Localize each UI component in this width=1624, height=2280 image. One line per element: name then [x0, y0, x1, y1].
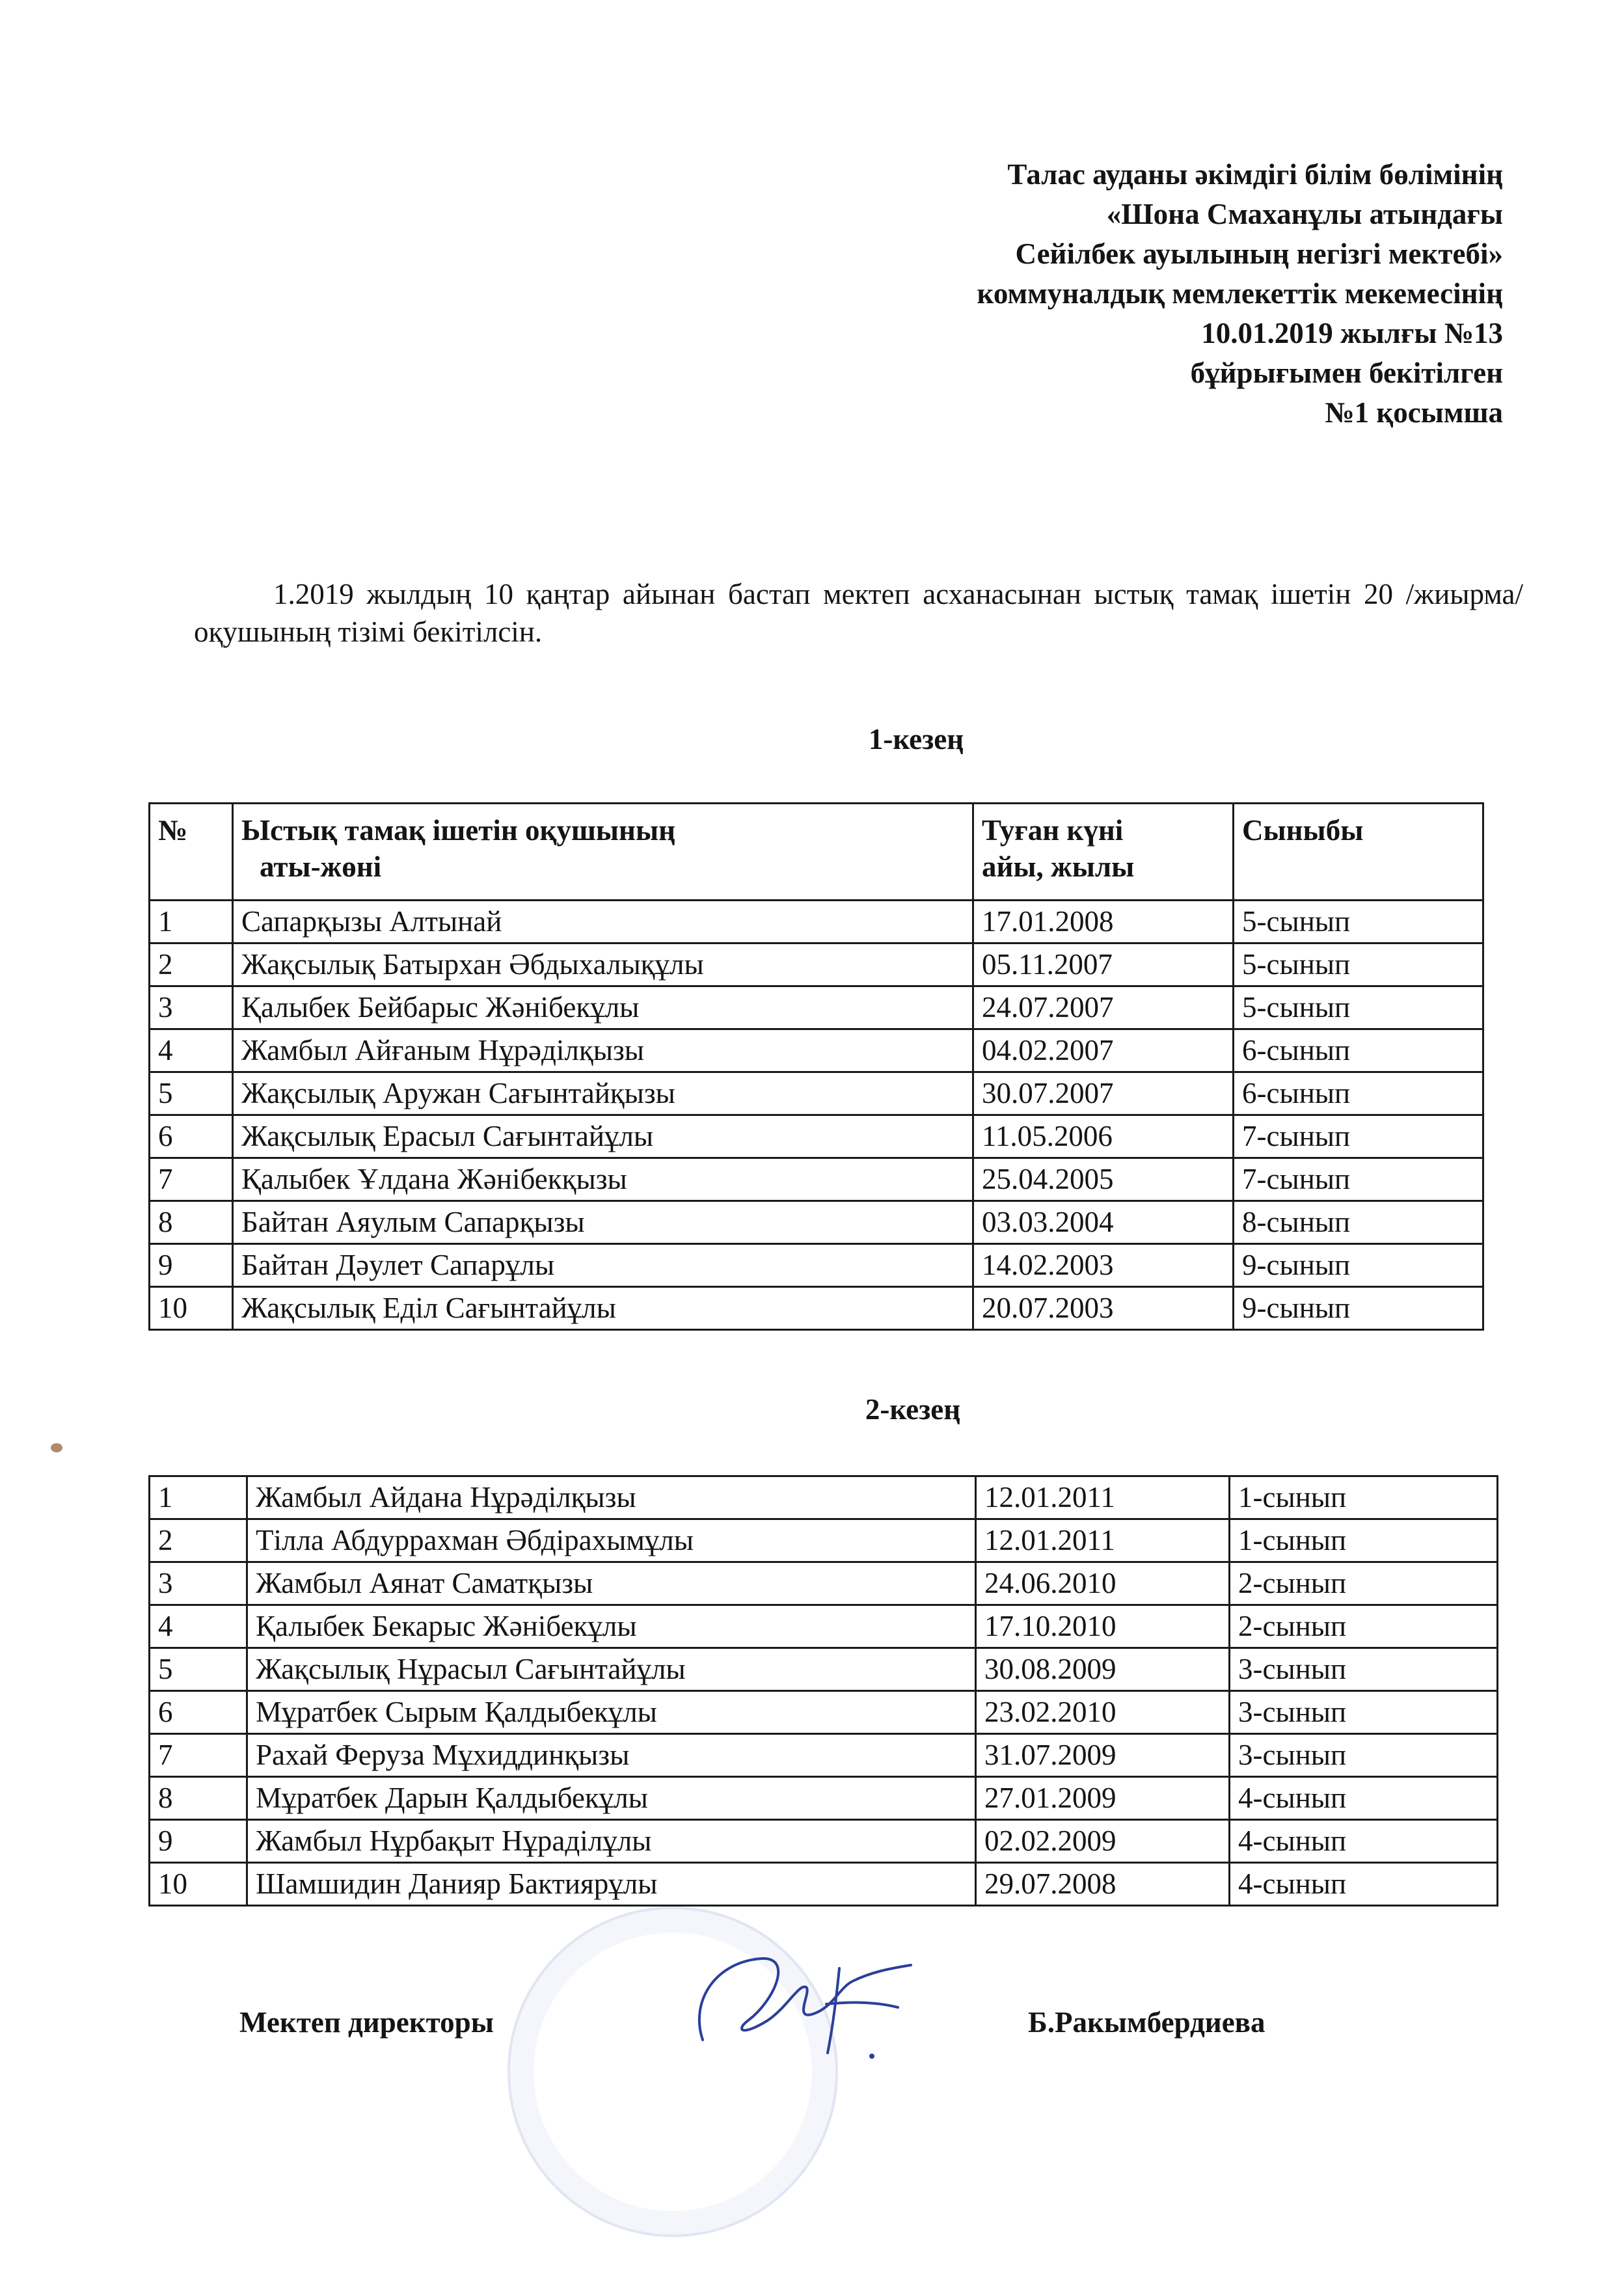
- birth-date: 20.07.2003: [973, 1287, 1234, 1330]
- student-name: Жақсылық Батырхан Әбдыхалықұлы: [233, 943, 973, 986]
- student-name: Жамбыл Айғаным Нұрәділқызы: [233, 1029, 973, 1072]
- header-num: №: [150, 804, 233, 901]
- approval-header: [977, 155, 1503, 433]
- birth-date: 03.03.2004: [973, 1201, 1234, 1244]
- row-number: 4: [150, 1029, 233, 1072]
- row-number: 10: [150, 1863, 247, 1906]
- student-name: Қалыбек Бейбарыс Жәнібекұлы: [233, 986, 973, 1029]
- student-grade: 5-сынып: [1234, 986, 1483, 1029]
- student-grade: 5-сынып: [1234, 901, 1483, 943]
- row-number: 10: [150, 1287, 233, 1330]
- student-grade: 3-сынып: [1230, 1691, 1498, 1734]
- birth-date: 14.02.2003: [973, 1244, 1234, 1287]
- row-number: 9: [150, 1244, 233, 1287]
- birth-date: 17.10.2010: [976, 1605, 1230, 1648]
- table-row: [150, 943, 1483, 986]
- row-number: 1: [150, 1476, 247, 1519]
- birth-date: 25.04.2005: [973, 1158, 1234, 1201]
- table-row: [150, 1605, 1498, 1648]
- student-name: Жақсылық Еділ Сағынтайұлы: [233, 1287, 973, 1330]
- table-row: [150, 1244, 1483, 1287]
- student-name: Рахай Феруза Мұхиддинқызы: [247, 1734, 976, 1777]
- student-grade: 4-сынып: [1230, 1863, 1498, 1906]
- header-name-line2: аты-жөні: [260, 850, 382, 883]
- header-birth: [973, 804, 1234, 901]
- stage2-table: [148, 1475, 1498, 1907]
- birth-date: 04.02.2007: [973, 1029, 1234, 1072]
- table-row: [150, 1158, 1483, 1201]
- table-row: [150, 1562, 1498, 1605]
- row-number: 5: [150, 1072, 233, 1115]
- student-name: Жамбыл Айдана Нұрәділқызы: [247, 1476, 976, 1519]
- header-birth-line1: Туған күні: [982, 814, 1124, 847]
- birth-date: 02.02.2009: [976, 1820, 1230, 1863]
- student-grade: 2-сынып: [1230, 1605, 1498, 1648]
- director-label: Мектеп директоры: [239, 2006, 494, 2039]
- stage1-title: 1-кезең: [868, 723, 964, 755]
- student-name: Жақсылық Нұрасыл Сағынтайұлы: [247, 1648, 976, 1691]
- student-name: Мұратбек Дарын Қалдыбекұлы: [247, 1777, 976, 1820]
- table-row: [150, 1734, 1498, 1777]
- header-birth-line2: айы, жылы: [982, 850, 1135, 883]
- student-name: Шамшидин Данияр Бактиярұлы: [247, 1863, 976, 1906]
- birth-date: 30.08.2009: [976, 1648, 1230, 1691]
- stage2-title: 2-кезең: [865, 1393, 961, 1426]
- header-name: [233, 804, 973, 901]
- row-number: 7: [150, 1734, 247, 1777]
- student-grade: 9-сынып: [1234, 1244, 1483, 1287]
- row-number: 4: [150, 1605, 247, 1648]
- table-row: [150, 986, 1483, 1029]
- student-name: Мұратбек Сырым Қалдыбекұлы: [247, 1691, 976, 1734]
- student-name: Тілла Абдуррахман Әбдірахымұлы: [247, 1519, 976, 1562]
- student-grade: 5-сынып: [1234, 943, 1483, 986]
- table-row: [150, 901, 1483, 943]
- row-number: 2: [150, 943, 233, 986]
- student-name: Жамбыл Аянат Саматқызы: [247, 1562, 976, 1605]
- row-number: 9: [150, 1820, 247, 1863]
- student-name: Жамбыл Нұрбақыт Нұраділұлы: [247, 1820, 976, 1863]
- student-name: Байтан Дәулет Сапарұлы: [233, 1244, 973, 1287]
- table-row: [150, 1820, 1498, 1863]
- table-row: [150, 1691, 1498, 1734]
- header-line: бұйрығымен бекітілген: [1190, 357, 1503, 389]
- table-row: [150, 1072, 1483, 1115]
- student-grade: 7-сынып: [1234, 1158, 1483, 1201]
- student-grade: 3-сынып: [1230, 1648, 1498, 1691]
- row-number: 1: [150, 901, 233, 943]
- student-name: Қалыбек Бекарыс Жәнібекұлы: [247, 1605, 976, 1648]
- row-number: 2: [150, 1519, 247, 1562]
- student-grade: 2-сынып: [1230, 1562, 1498, 1605]
- birth-date: 29.07.2008: [976, 1863, 1230, 1906]
- birth-date: 30.07.2007: [973, 1072, 1234, 1115]
- student-grade: 6-сынып: [1234, 1029, 1483, 1072]
- row-number: 8: [150, 1201, 233, 1244]
- birth-date: 27.01.2009: [976, 1777, 1230, 1820]
- header-line: 10.01.2019 жылғы №13: [1201, 317, 1503, 349]
- student-name: Қалыбек Ұлдана Жәнібекқызы: [233, 1158, 973, 1201]
- birth-date: 24.07.2007: [973, 986, 1234, 1029]
- birth-date: 23.02.2010: [976, 1691, 1230, 1734]
- header-line: №1 қосымша: [1325, 396, 1503, 429]
- student-grade: 9-сынып: [1234, 1287, 1483, 1330]
- header-grade: Сыныбы: [1234, 804, 1483, 901]
- student-grade: 7-сынып: [1234, 1115, 1483, 1158]
- table-header-row: [150, 804, 1483, 901]
- table-row: [150, 1115, 1483, 1158]
- student-grade: 1-сынып: [1230, 1476, 1498, 1519]
- birth-date: 11.05.2006: [973, 1115, 1234, 1158]
- birth-date: 17.01.2008: [973, 901, 1234, 943]
- table-row: [150, 1519, 1498, 1562]
- row-number: 5: [150, 1648, 247, 1691]
- row-number: 8: [150, 1777, 247, 1820]
- student-grade: 4-сынып: [1230, 1820, 1498, 1863]
- birth-date: 31.07.2009: [976, 1734, 1230, 1777]
- decree-paragraph: 1.2019 жылдың 10 қаңтар айынан бастап мектеп асханасынан ыстық тамақ ішетін 20 /жиырма/ оқушының тізімі бекітілсін.: [194, 578, 1523, 648]
- birth-date: 12.01.2011: [976, 1476, 1230, 1519]
- header-line: Талас ауданы әкімдігі білім бөлімінің: [1007, 158, 1503, 191]
- table-row: [150, 1201, 1483, 1244]
- student-grade: 3-сынып: [1230, 1734, 1498, 1777]
- row-number: 3: [150, 1562, 247, 1605]
- table-row: [150, 1648, 1498, 1691]
- table-row: [150, 1287, 1483, 1330]
- paper-speck: [51, 1443, 62, 1452]
- birth-date: 05.11.2007: [973, 943, 1234, 986]
- student-name: Жақсылық Ерасыл Сағынтайұлы: [233, 1115, 973, 1158]
- student-grade: 6-сынып: [1234, 1072, 1483, 1115]
- director-signature: [677, 1942, 950, 2072]
- student-grade: 4-сынып: [1230, 1777, 1498, 1820]
- birth-date: 24.06.2010: [976, 1562, 1230, 1605]
- table-row: [150, 1863, 1498, 1906]
- student-name: Жақсылық Аружан Сағынтайқызы: [233, 1072, 973, 1115]
- table-row: [150, 1029, 1483, 1072]
- student-name: Сапарқызы Алтынай: [233, 901, 973, 943]
- director-name: Б.Ракымбердиева: [1028, 2006, 1265, 2039]
- header-line: коммуналдық мемлекеттік мекемесінің: [977, 277, 1503, 310]
- row-number: 3: [150, 986, 233, 1029]
- student-grade: 8-сынып: [1234, 1201, 1483, 1244]
- header-line: Сейілбек ауылының негізгі мектебі»: [1015, 238, 1503, 270]
- table-row: [150, 1476, 1498, 1519]
- row-number: 6: [150, 1691, 247, 1734]
- stage1-table: [148, 802, 1484, 1331]
- header-line: «Шона Смаханұлы атындағы: [1106, 198, 1503, 230]
- row-number: 7: [150, 1158, 233, 1201]
- row-number: 6: [150, 1115, 233, 1158]
- table-row: [150, 1777, 1498, 1820]
- student-name: Байтан Аяулым Сапарқызы: [233, 1201, 973, 1244]
- student-grade: 1-сынып: [1230, 1519, 1498, 1562]
- header-name-line1: Ыстық тамақ ішетін оқушының: [241, 814, 676, 847]
- birth-date: 12.01.2011: [976, 1519, 1230, 1562]
